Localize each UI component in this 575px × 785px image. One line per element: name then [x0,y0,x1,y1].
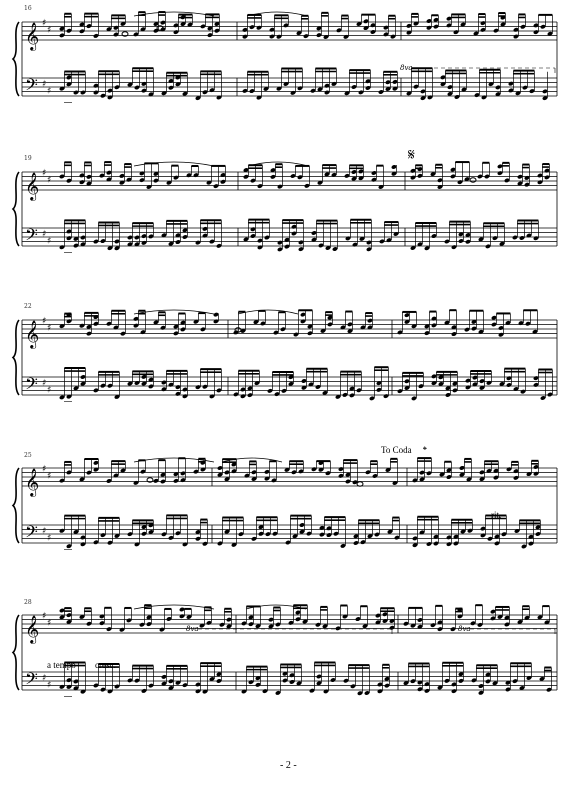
key-sharp-icon: ♯ [42,464,47,475]
treble-clef-icon: 𝄞 [25,22,40,50]
treble-clef-icon: 𝄞 [25,172,40,200]
brace-icon [13,615,19,690]
key-sharp-icon: ♯ [47,86,52,97]
key-sharp-icon: ♯ [42,378,47,389]
bass-clef-icon: 𝄢 [25,224,38,249]
key-sharp-icon: ♯ [42,168,47,179]
half-note-head [357,482,363,486]
a-tempo-marking: a tempo [47,660,76,670]
key-sharp-icon: ♯ [42,526,47,537]
key-sharp-icon: ♯ [42,229,47,240]
measure-number-28: 28 [24,599,32,606]
cresc-marking: cresc. [95,660,116,670]
ottava-marking-3: 8va [458,625,471,633]
key-sharp-icon: ♯ [47,385,52,396]
key-sharp-icon: ♯ [42,18,47,29]
bass-clef-icon: 𝄢 [25,668,38,693]
key-sharp-icon: ♯ [47,533,52,544]
ottava-marking-2: 8va [186,625,199,633]
key-sharp-icon: ♯ [47,236,52,247]
ottava-marking-1: 8va [400,64,413,72]
key-sharp-icon: ♯ [42,79,47,90]
bass-clef-icon: 𝄢 [25,74,38,99]
key-sharp-icon: ♯ [42,611,47,622]
key-sharp-icon: ♯ [42,673,47,684]
key-sharp-icon: ♯ [47,25,52,36]
rit-marking: rit. [491,510,502,520]
key-sharp-icon: ♯ [47,618,52,629]
measure-number-25: 25 [24,452,32,459]
slur [238,310,298,314]
bass-clef-icon: 𝄢 [25,521,38,546]
key-sharp-icon: ♯ [47,471,52,482]
key-sharp-icon: ♯ [47,323,52,334]
to-coda-marking: To Coda [381,445,412,455]
slur [134,12,214,16]
measure-number-19: 19 [24,155,32,162]
segno-icon: 𝄋 [408,145,415,164]
measure-number-16: 16 [24,5,32,12]
half-note-head [470,178,476,182]
page-number: - 2 - [280,760,297,771]
brace-icon [13,320,19,395]
brace-icon [13,468,19,543]
key-sharp-icon: ♯ [42,316,47,327]
key-sharp-icon: ♯ [47,680,52,691]
measure-number-22: 22 [24,303,32,310]
bass-clef-icon: 𝄢 [25,373,38,398]
brace-icon [13,172,19,246]
treble-clef-icon: 𝄞 [25,615,40,643]
brace-icon [13,22,19,96]
coda-icon: 𝄌 [423,444,427,457]
treble-clef-icon: 𝄞 [25,468,40,496]
key-sharp-icon: ♯ [47,175,52,186]
treble-clef-icon: 𝄞 [25,320,40,348]
